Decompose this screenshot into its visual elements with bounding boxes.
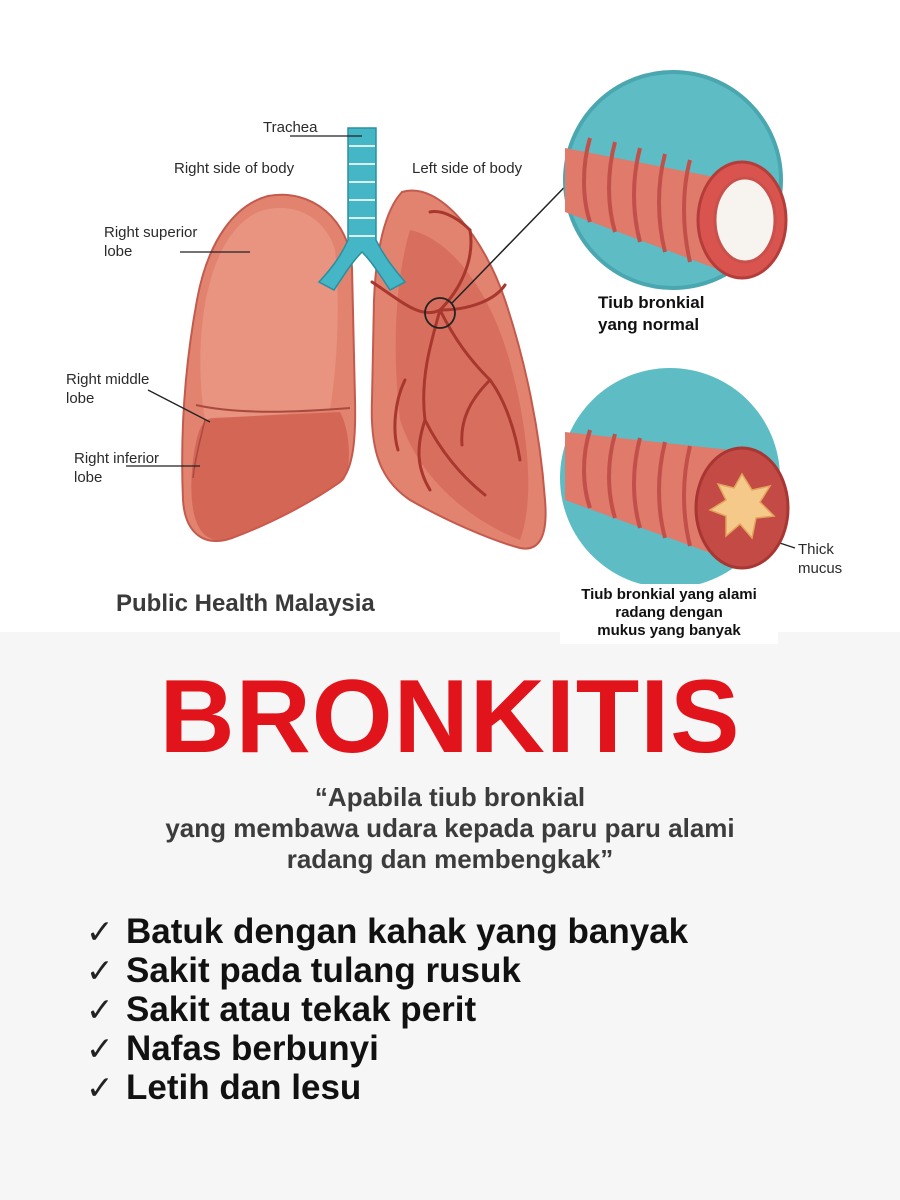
symptom-text: Sakit pada tulang rusuk bbox=[126, 951, 521, 990]
trachea-label: Trachea bbox=[263, 119, 318, 136]
symptom-text: Batuk dengan kahak yang banyak bbox=[126, 912, 689, 951]
symptom-item bbox=[86, 990, 688, 1029]
symptom-text: Nafas berbunyi bbox=[126, 1029, 379, 1068]
symptom-list bbox=[86, 912, 688, 1107]
normal-tube-caption: Tiub bronkial yang normal bbox=[598, 293, 705, 334]
page-title: BRONKITIS bbox=[159, 659, 741, 775]
symptom-item bbox=[86, 912, 688, 951]
check-icon: ✓ bbox=[86, 1030, 114, 1067]
right-inferior-lobe-label: Right inferior lobe bbox=[74, 450, 160, 486]
check-icon: ✓ bbox=[86, 952, 114, 989]
credit-text: Public Health Malaysia bbox=[116, 590, 375, 617]
symptom-text: Letih dan lesu bbox=[126, 1068, 362, 1107]
inflamed-tube-illustration bbox=[560, 368, 788, 588]
definition-line: “Apabila tiub bronkial bbox=[314, 782, 586, 812]
check-icon: ✓ bbox=[86, 991, 114, 1028]
symptom-item bbox=[86, 1068, 688, 1107]
thick-mucus-label: Thick mucus bbox=[798, 541, 843, 577]
definition-line: radang dan membengkak” bbox=[286, 844, 614, 874]
symptom-item bbox=[86, 1029, 688, 1068]
inflamed-tube-caption: Tiub bronkial yang alami radang dengan mukus yang banyak bbox=[560, 584, 778, 644]
right-inferior-region bbox=[191, 412, 349, 540]
right-side-label: Right side of body bbox=[174, 160, 295, 177]
check-icon: ✓ bbox=[86, 1069, 114, 1106]
symptom-text: Sakit atau tekak perit bbox=[126, 990, 477, 1029]
right-superior-lobe-label: Right superior lobe bbox=[104, 224, 198, 260]
right-middle-lobe-label: Right middle lobe bbox=[66, 371, 150, 407]
definition-line: yang membawa udara kepada paru paru alami bbox=[165, 813, 735, 843]
left-side-label: Left side of body bbox=[412, 160, 523, 177]
symptom-item bbox=[86, 951, 688, 990]
normal-tube-illustration bbox=[565, 72, 786, 288]
definition-quote bbox=[0, 782, 900, 875]
check-icon: ✓ bbox=[86, 913, 114, 950]
